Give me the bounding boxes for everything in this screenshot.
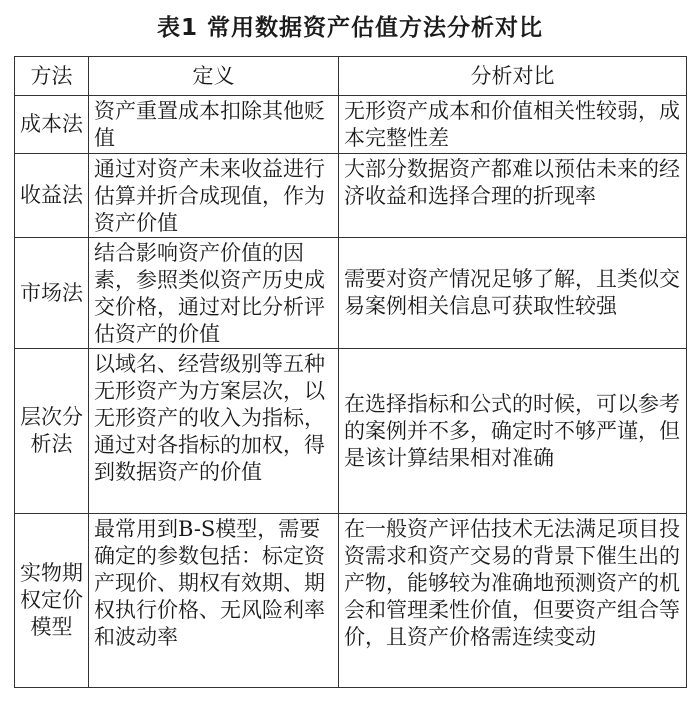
cell-method: 收益法 (15, 154, 89, 238)
cell-comparison: 大部分数据资产都难以预估未来的经济收益和选择合理的折现率 (339, 154, 687, 238)
cell-definition: 最常用到B-S模型，需要确定的参数包括：标定资产现价、期权有效期、期权执行价格、无风险利率和波动率 (89, 514, 339, 688)
cell-comparison: 需要对资产情况足够了解，且类似交易案例相关信息可获取性较强 (339, 238, 687, 349)
cell-definition: 资产重置成本扣除其他贬值 (89, 96, 339, 154)
table-row (15, 154, 687, 238)
table-row (15, 238, 687, 349)
table-caption: 表1 常用数据资产估值方法分析对比 (156, 15, 543, 41)
header-method: 方法 (15, 57, 89, 96)
header-comparison: 分析对比 (339, 57, 687, 96)
table-header-row (15, 57, 687, 96)
cell-comparison: 在选择指标和公式的时候，可以参考的案例并不多，确定时不够严谨，但是该计算结果相对准确 (339, 349, 687, 514)
cell-comparison: 无形资产成本和价值相关性较弱，成本完整性差 (339, 96, 687, 154)
cell-method: 市场法 (15, 238, 89, 349)
cell-definition: 结合影响资产价值的因素，参照类似资产历史成交价格，通过对比分析评估资产的价值 (89, 238, 339, 349)
cell-comparison: 在一般资产评估技术无法满足项目投资需求和资产交易的背景下催生出的产物，能够较为准确地预测资产的机会和管理柔性价值，但要资产组合等价，且资产价格需连续变动 (339, 514, 687, 688)
cell-definition: 通过对资产未来收益进行估算并折合成现值，作为资产价值 (89, 154, 339, 238)
table-row (15, 96, 687, 154)
table-row (15, 349, 687, 514)
header-definition: 定义 (89, 57, 339, 96)
cell-method: 实物期权定价模型 (15, 514, 89, 688)
cell-definition: 以域名、经营级别等五种无形资产为方案层次，以无形资产的收入为指标，通过对各指标的加权，得到数据资产的价值 (89, 349, 339, 514)
cell-method: 层次分析法 (15, 349, 89, 514)
cell-method: 成本法 (15, 96, 89, 154)
table-row (15, 514, 687, 688)
valuation-methods-table (14, 56, 687, 688)
